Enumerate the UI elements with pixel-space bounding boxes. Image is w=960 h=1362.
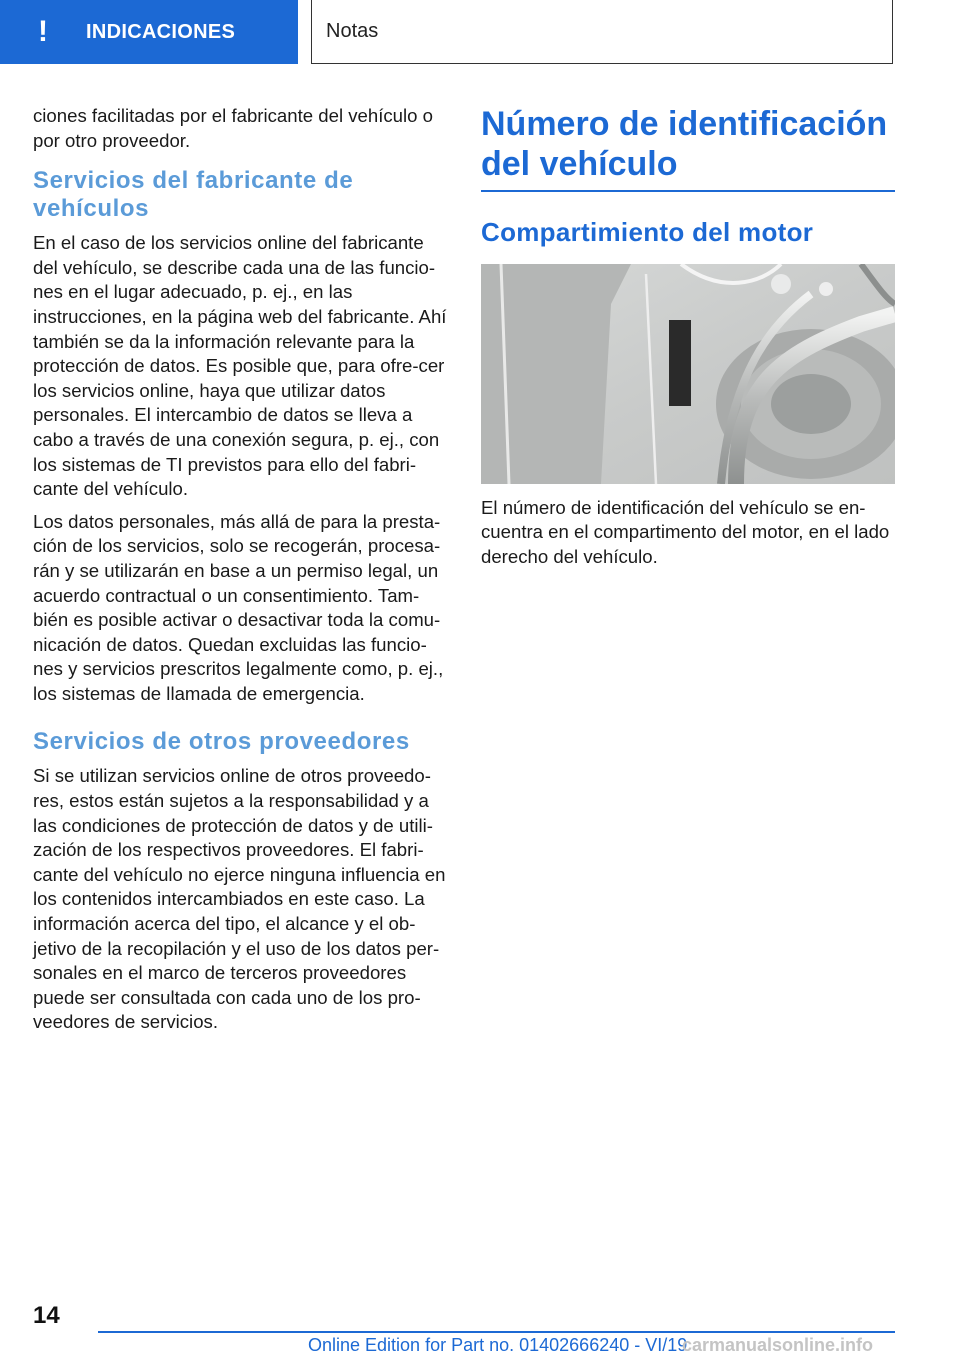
section-label: INDICACIONES — [86, 20, 236, 43]
notes-header — [311, 0, 893, 64]
vin-title: Número de identificación del vehículo — [481, 105, 888, 183]
other-providers-paragraph: Si se utilizan servicios online de otros proveedo-res, estos están sujetos a la responsabilidad y a las condiciones de protección de datos y de utili-zación de los respectivos proveedores. El fabri-cante del vehículo no ejerce ninguna influencia en los contenidos intercambiados en este caso. La información acerca del tipo, el alcance y el ob-jetivo de la recopilación y el uso de los datos per-sonales en el marco de terceros proveedores puede ser consultada con cada uno de los pro-veedores de servicios. — [33, 765, 446, 1033]
left-column — [33, 104, 451, 1043]
vin-location-caption: El número de identificación del vehículo se en-cuentra en el compartimento del motor, en el lado derecho del vehículo. — [481, 496, 890, 567]
section-tab — [0, 0, 298, 64]
heading-manufacturer-services: Servicios del fabricante de vehículos — [33, 167, 354, 223]
manufacturer-paragraph-2: Los datos personales, más allá de para la presta-ción de los servicios, solo se recogerán, procesa-rán y se utilizarán en base a un permiso legal, un acuerdo contractual o un consentimiento. Tam-bién es posible activar o desactivar toda la comu-nicación de datos. Quedan excluidas las funcio-nes y servicios prescritos legalmente como, p. ej., los sistemas de llamada de emergencia. — [33, 510, 444, 704]
page-number: 14 — [33, 1302, 60, 1329]
exclamation-icon: ! — [38, 15, 48, 48]
vin-plate — [669, 320, 691, 406]
edition-footer: Online Edition for Part no. 01402666240 - VI/19 — [308, 1335, 688, 1355]
manufacturer-paragraph-1: En el caso de los servicios online del fabricante del vehículo, se describe cada una de las funcio-nes en el lugar adecuado, p. ej., en las instrucciones, en la página web del fabricante. Ahí también se da la información relevante para la protección de datos. Es posible que, para ofre-cer los servicios online, haya que utilizar datos personales. El intercambio de datos se lleva a cabo a través de una conexión segura, p. ej., con los sistemas de TI previstos para ello del fabri-cante del vehículo. — [33, 232, 447, 500]
watermark: carmanualsonline.info — [682, 1335, 874, 1355]
engine-compartment-heading: Compartimiento del motor — [481, 216, 814, 247]
footer-divider — [98, 1331, 895, 1333]
title-divider — [481, 190, 895, 192]
engine-compartment-image — [481, 264, 895, 484]
heading-other-providers: Servicios de otros proveedores — [33, 728, 410, 756]
right-column — [481, 104, 895, 577]
intro-paragraph: ciones facilitadas por el fabricante del vehículo o por otro proveedor. — [33, 105, 434, 151]
notes-label: Notas — [326, 20, 379, 42]
